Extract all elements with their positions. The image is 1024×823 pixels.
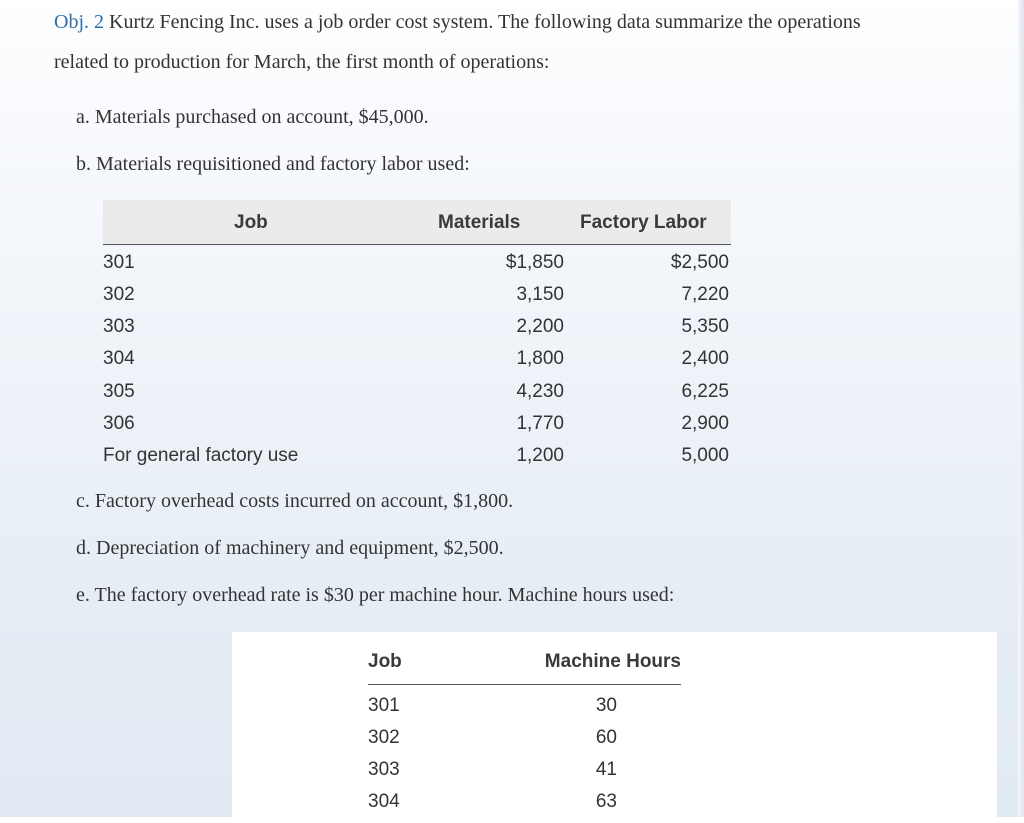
hours-cell: 41: [595, 759, 617, 780]
materials-cell: 4,230: [516, 381, 564, 402]
header-job: Job: [368, 651, 402, 672]
job-cell: 301: [368, 695, 400, 716]
table-row: [368, 759, 681, 791]
machine-hours-table-header: [368, 648, 681, 685]
table-row: [103, 348, 731, 380]
labor-cell: 2,400: [681, 348, 729, 369]
table-row: [103, 284, 731, 316]
job-cell: 301: [103, 252, 135, 273]
header-machine-hours: Machine Hours: [544, 651, 681, 672]
labor-cell: 5,000: [681, 445, 729, 466]
header-factory-labor: Factory Labor: [580, 212, 707, 233]
objective-label: Obj. 2: [54, 11, 104, 33]
materials-cell: $1,850: [505, 252, 564, 273]
job-cell: 306: [103, 413, 135, 434]
table-row: [103, 252, 731, 284]
materials-cell: 3,150: [516, 284, 564, 305]
materials-cell: 1,800: [516, 348, 564, 369]
item-b: b. Materials requisitioned and factory labor used:: [76, 153, 470, 175]
hours-cell: 60: [595, 727, 617, 748]
labor-cell: $2,500: [670, 252, 729, 273]
table-row: [103, 316, 731, 348]
item-e: e. The factory overhead rate is $30 per machine hour. Machine hours used:: [76, 584, 675, 606]
table-row: [103, 381, 731, 413]
job-cell: 304: [368, 791, 400, 812]
page-edge: [1018, 0, 1024, 817]
job-cell: 302: [368, 727, 400, 748]
labor-cell: 7,220: [681, 284, 729, 305]
materials-cell: 1,770: [516, 413, 564, 434]
table-row: [103, 413, 731, 445]
job-cell: 303: [103, 316, 135, 337]
intro-line-2: related to production for March, the first month of operations:: [54, 51, 550, 73]
materials-cell: 2,200: [516, 316, 564, 337]
hours-cell: 63: [595, 791, 617, 812]
table-row: [368, 791, 681, 823]
intro-line-1: Kurtz Fencing Inc. uses a job order cost system. The following data summarize the operations: [109, 11, 861, 33]
item-c: c. Factory overhead costs incurred on account, $1,800.: [76, 490, 514, 512]
table-row: [368, 727, 681, 759]
header-materials: Materials: [438, 212, 521, 233]
table-row: [368, 695, 681, 727]
item-d: d. Depreciation of machinery and equipment, $2,500.: [76, 537, 504, 559]
item-a: a. Materials purchased on account, $45,000.: [76, 106, 429, 128]
labor-cell: 6,225: [681, 381, 729, 402]
job-cell: 305: [103, 381, 135, 402]
hours-cell: 30: [595, 695, 617, 716]
labor-cell: 5,350: [681, 316, 729, 337]
labor-cell: 2,900: [681, 413, 729, 434]
job-cell: 303: [368, 759, 400, 780]
materials-cell: 1,200: [516, 445, 564, 466]
materials-labor-table-header: [103, 200, 731, 245]
job-cell: 302: [103, 284, 135, 305]
job-cell: 304: [103, 348, 135, 369]
table-row: [103, 445, 731, 477]
intro-paragraph: [54, 2, 994, 82]
job-cell: For general factory use: [103, 445, 299, 466]
header-job: Job: [234, 212, 268, 233]
